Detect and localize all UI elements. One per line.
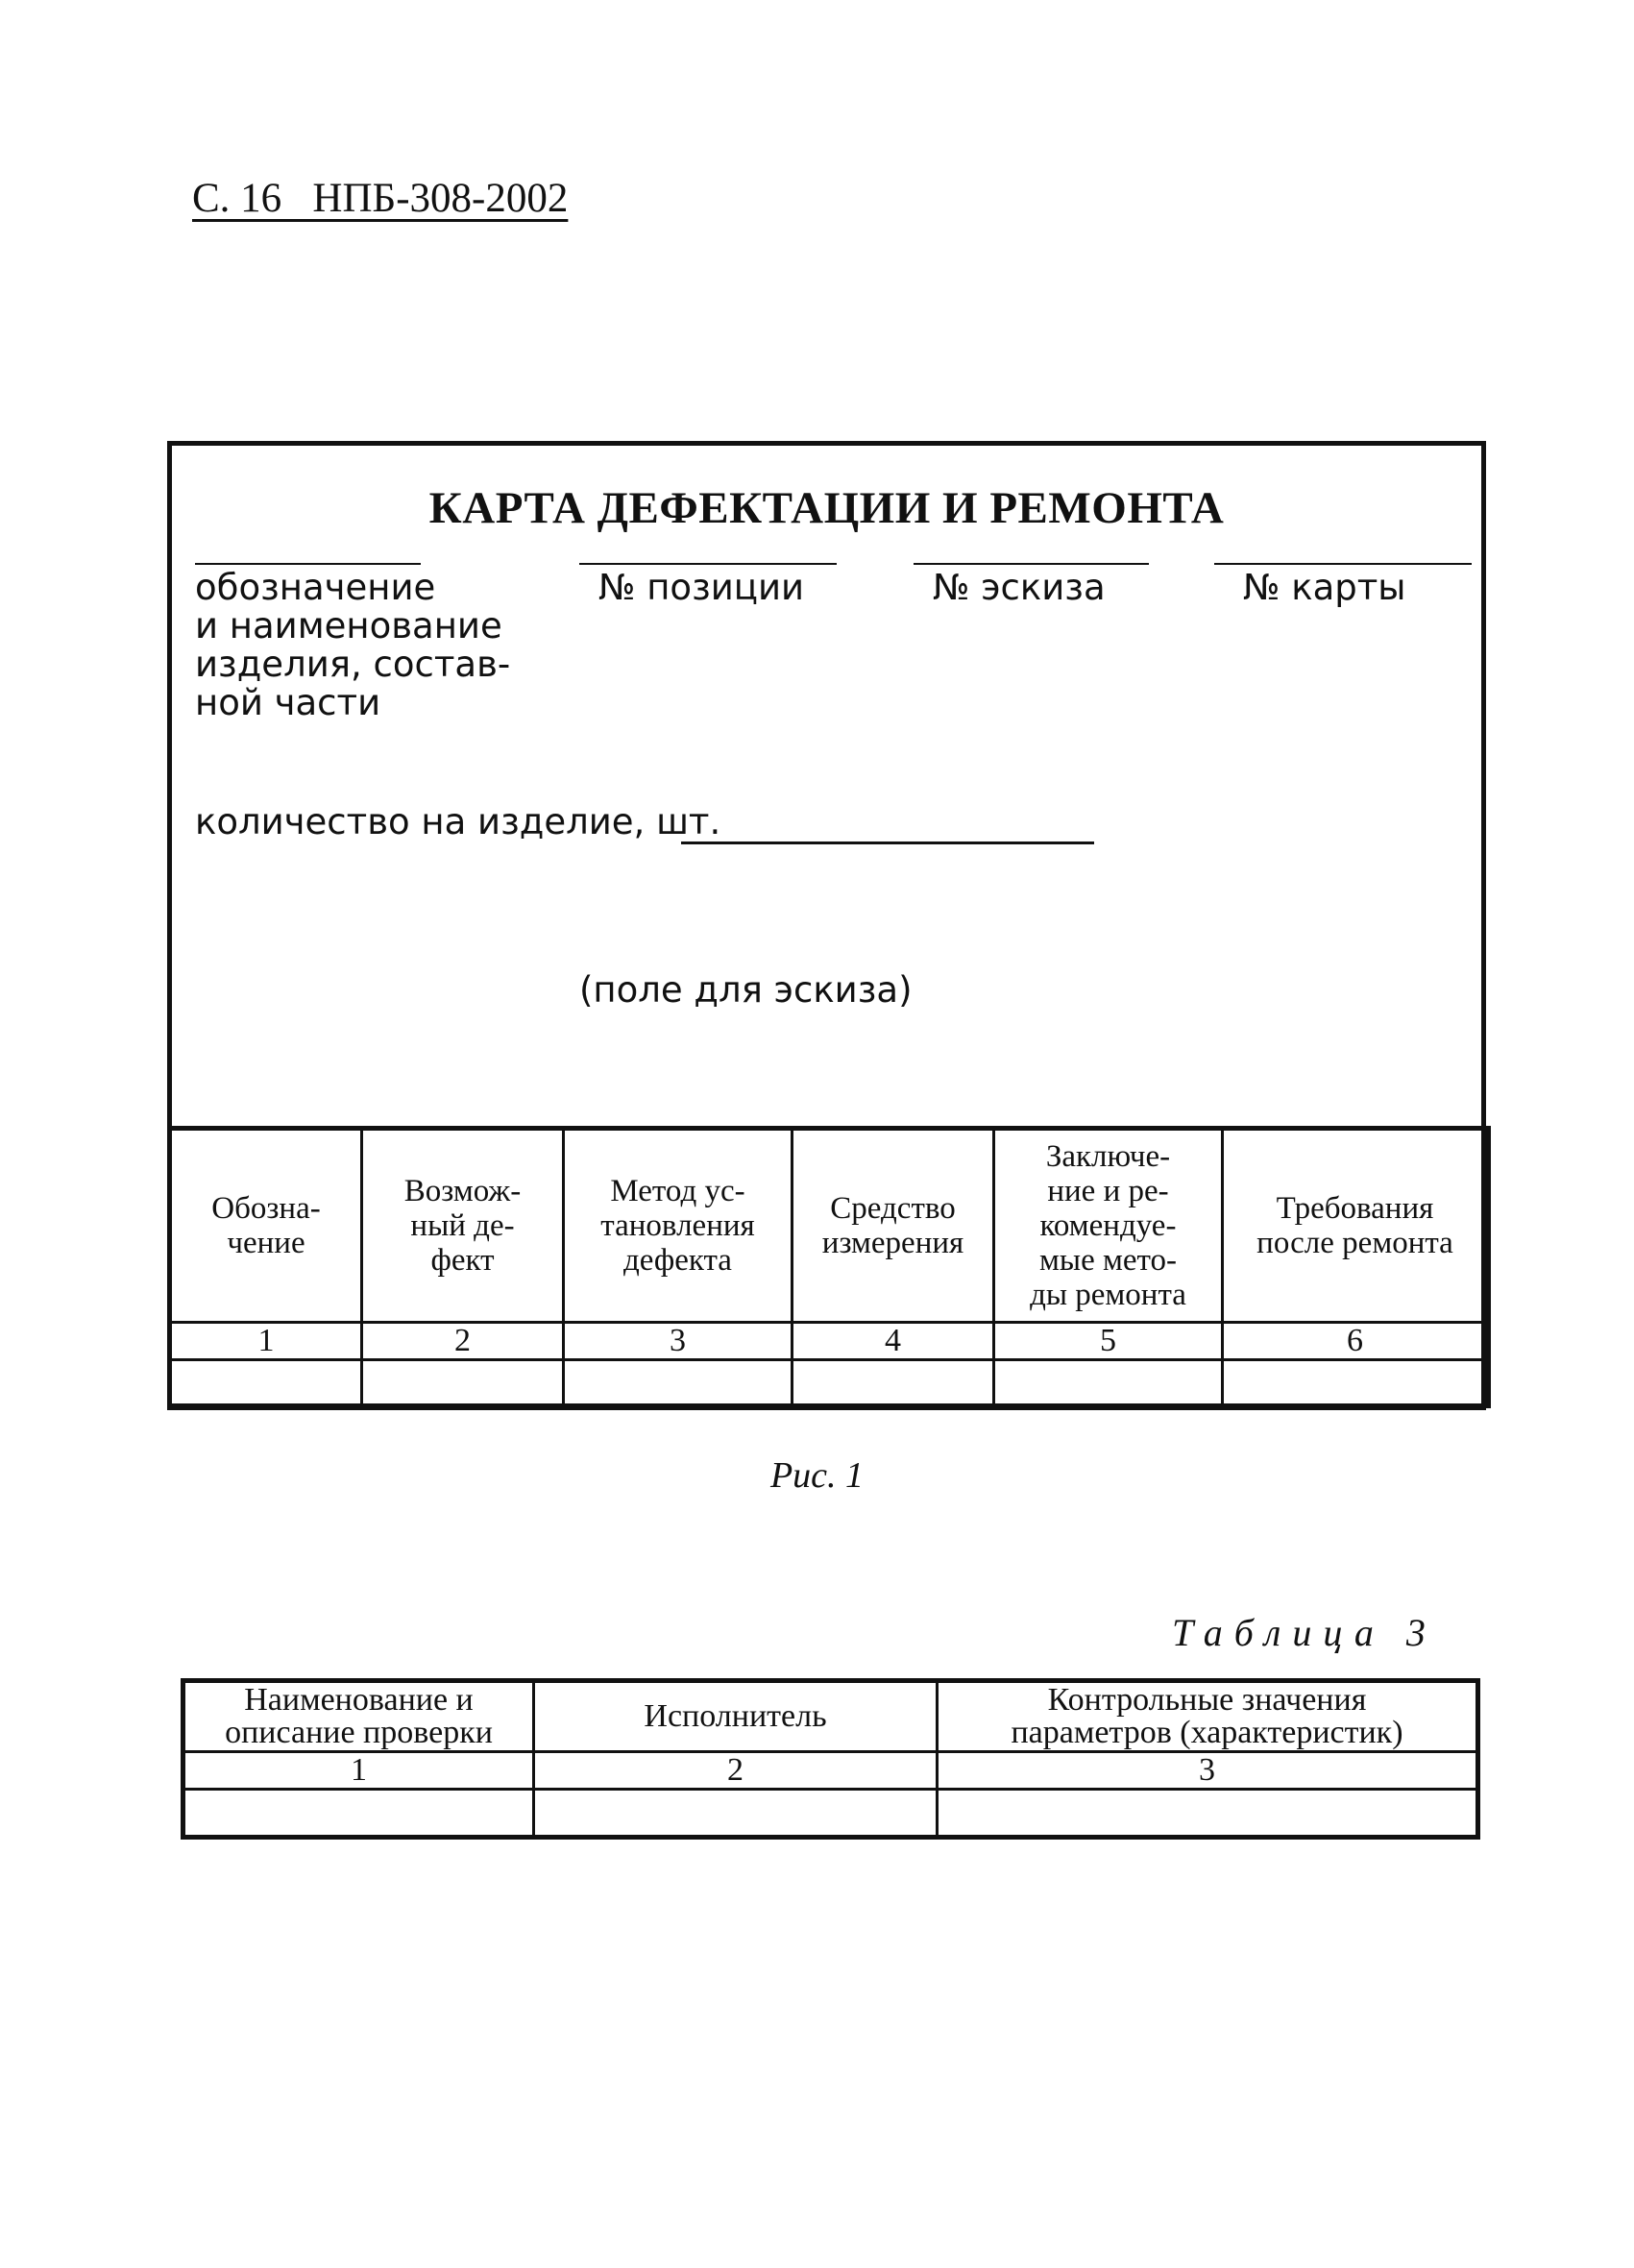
table-cell — [362, 1360, 564, 1406]
table-cell — [1223, 1360, 1489, 1406]
column-header: Наименование и описание проверки — [183, 1681, 534, 1752]
column-number: 3 — [564, 1323, 793, 1360]
column-number: 3 — [938, 1752, 1478, 1790]
column-header: Контрольные значения параметров (характеристик) — [938, 1681, 1478, 1752]
column-header: Средство измерения — [793, 1129, 994, 1323]
table-cell — [564, 1360, 793, 1406]
page-header: С. 16 НПБ-308-2002 — [192, 176, 569, 221]
defect-repair-card — [167, 441, 1486, 1410]
quantity-label: количество на изделие, шт. — [195, 801, 721, 842]
column-number: 6 — [1223, 1323, 1489, 1360]
designation-field-line — [195, 563, 421, 565]
figure-caption: Рис. 1 — [769, 1455, 865, 1496]
card-no-field-label: № карты — [1243, 567, 1406, 608]
column-header: Исполнитель — [534, 1681, 938, 1752]
column-number: 2 — [362, 1323, 564, 1360]
designation-field-label: обозначение и наименование изделия, состав- ной части — [195, 567, 511, 723]
column-number: 1 — [183, 1752, 534, 1790]
card-no-field-line — [1214, 563, 1472, 565]
position-field-line — [579, 563, 837, 565]
table-row — [183, 1790, 1478, 1838]
table-row — [170, 1360, 1489, 1406]
card-table — [167, 1126, 1491, 1408]
column-number: 1 — [170, 1323, 362, 1360]
sketch-no-field-line — [914, 563, 1149, 565]
quantity-field-line — [681, 841, 1094, 844]
table-header-row — [183, 1681, 1478, 1752]
column-number-row — [183, 1752, 1478, 1790]
sketch-field-label: (поле для эскиза) — [579, 969, 913, 1011]
table-cell — [183, 1790, 534, 1838]
column-header: Метод ус- тановления дефекта — [564, 1129, 793, 1323]
table3 — [181, 1678, 1480, 1840]
table-cell — [994, 1360, 1223, 1406]
sketch-no-field-label: № эскиза — [933, 567, 1106, 608]
column-header: Заключе- ние и ре- комендуе- мые мето- ды ремонта — [994, 1129, 1223, 1323]
table3-caption: Таблица 3 — [1172, 1611, 1437, 1654]
column-number: 5 — [994, 1323, 1223, 1360]
table-cell — [534, 1790, 938, 1838]
column-header: Обозна- чение — [170, 1129, 362, 1323]
table-cell — [793, 1360, 994, 1406]
card-title: КАРТА ДЕФЕКТАЦИИ И РЕМОНТА — [428, 483, 1225, 533]
column-header: Требования после ремонта — [1223, 1129, 1489, 1323]
column-number: 4 — [793, 1323, 994, 1360]
column-number-row — [170, 1323, 1489, 1360]
table-header-row — [170, 1129, 1489, 1323]
column-number: 2 — [534, 1752, 938, 1790]
table-cell — [938, 1790, 1478, 1838]
position-field-label: № позиции — [598, 567, 805, 608]
table-cell — [170, 1360, 362, 1406]
column-header: Возмож- ный де- фект — [362, 1129, 564, 1323]
